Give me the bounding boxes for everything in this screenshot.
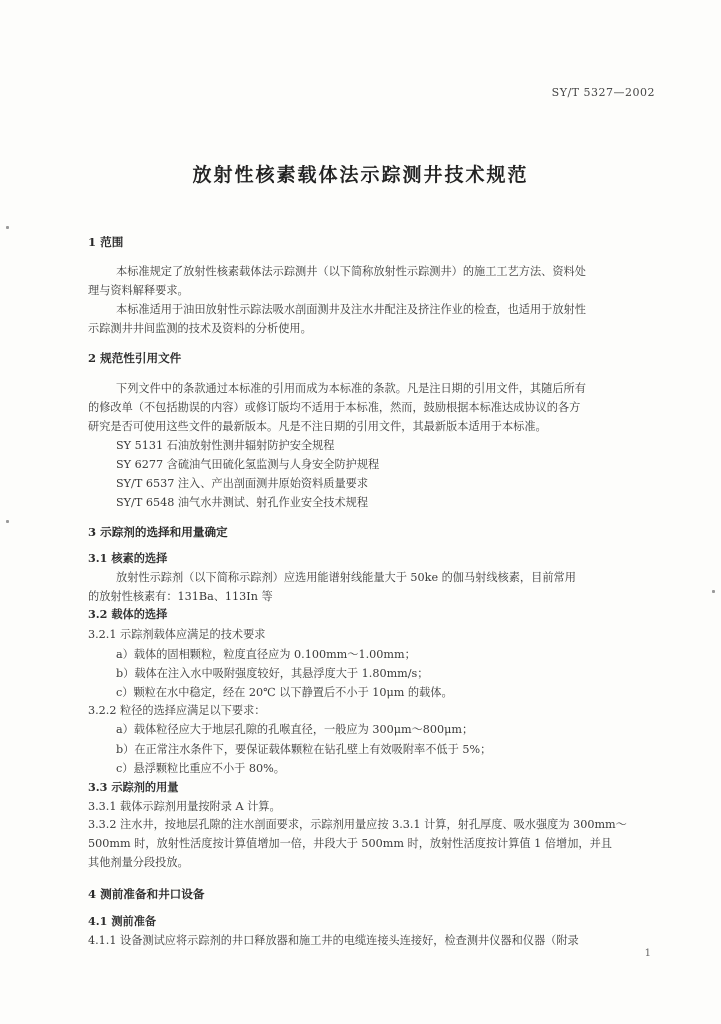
text-line-l22: c）颗粒在水中稳定，经在 20℃ 以下静置后不小于 10μm 的载体。 bbox=[116, 686, 453, 699]
text-line-l15: 3.1 核素的选择 bbox=[88, 551, 168, 565]
text-line-l28: 3.3.1 载体示踪剂用量按附录 A 计算。 bbox=[88, 800, 281, 813]
text-line-l02: 本标准规定了放射性核素载体法示踪测井（以下简称放射性示踪测井）的施工工艺方法、资料处 bbox=[116, 265, 586, 278]
document-title: 放射性核素载体法示踪测井技术规范 bbox=[192, 164, 529, 186]
text-line-l16: 放射性示踪剂（以下简称示踪剂）应选用能谱射线能量大于 50ke 的伽马射线核素，目前常用 bbox=[116, 571, 576, 584]
text-line-l03: 理与资料解释要求。 bbox=[88, 284, 189, 297]
text-line-l27: 3.3 示踪剂的用量 bbox=[88, 780, 179, 794]
text-line-l11: SY 6277 含硫油气田硫化氢监测与人身安全防护规程 bbox=[116, 458, 380, 471]
text-line-l24: a）载体粒径应大于地层孔隙的孔喉直径，一般应为 300μm～800μm； bbox=[116, 723, 474, 736]
text-line-l17: 的放射性核素有：131Ba、113In 等 bbox=[88, 590, 273, 603]
scan-mark bbox=[712, 590, 715, 593]
text-line-l30: 500mm 时，放射性活度按计算值增加一倍，井段大于 500mm 时，放射性活度按计算值 1 倍增加，并且 bbox=[88, 837, 612, 850]
text-line-l34: 4.1.1 设备测试应将示踪剂的井口释放器和施工井的电缆连接头连接好，检查测井仪器和仪器（附录 bbox=[88, 934, 579, 947]
text-line-l09: 研究是否可使用这些文件的最新版本。凡是不注日期的引用文件，其最新版本适用于本标准。 bbox=[88, 420, 547, 433]
text-line-l20: a）载体的固相颗粒，粒度直径应为 0.100mm～1.00mm； bbox=[116, 648, 416, 661]
scan-mark bbox=[6, 520, 9, 523]
text-line-l21: b）载体在注入水中吸附强度较好，其悬浮度大于 1.80mm/s； bbox=[116, 667, 429, 680]
standard-code: SY/T 5327—2002 bbox=[551, 86, 655, 99]
text-line-l19: 3.2.1 示踪剂载体应满足的技术要求 bbox=[88, 628, 266, 641]
text-line-l04: 本标准适用于油田放射性示踪法吸水剖面测井及注水井配注及挤注作业的检查，也适用于放射性 bbox=[116, 303, 586, 316]
text-line-l33: 4.1 测前准备 bbox=[88, 914, 157, 928]
text-line-l26: c）悬浮颗粒比重应不小于 80%。 bbox=[116, 762, 285, 775]
scan-mark bbox=[6, 226, 9, 229]
text-line-l08: 的修改单（不包括勘误的内容）或修订版均不适用于本标准，然而，鼓励根据本标准达成协议的各方 bbox=[88, 401, 581, 414]
text-line-l01: 1 范围 bbox=[88, 235, 124, 249]
text-line-l13: SY/T 6548 油气水井测试、射孔作业安全技术规程 bbox=[116, 496, 369, 509]
text-line-l05: 示踪测井井间监测的技术及资料的分析使用。 bbox=[88, 322, 312, 335]
text-line-l07: 下列文件中的条款通过本标准的引用而成为本标准的条款。凡是注日期的引用文件，其随后所有 bbox=[116, 382, 586, 395]
text-line-l25: b）在正常注水条件下，要保证载体颗粒在钻孔壁上有效吸附率不低于 5%； bbox=[116, 743, 492, 756]
text-line-l32: 4 测前准备和井口设备 bbox=[88, 887, 205, 901]
text-line-l06: 2 规范性引用文件 bbox=[88, 351, 182, 365]
text-line-l10: SY 5131 石油放射性测井辐射防护安全规程 bbox=[116, 439, 335, 452]
text-line-l18: 3.2 载体的选择 bbox=[88, 607, 168, 621]
text-line-l12: SY/T 6537 注入、产出剖面测井原始资料质量要求 bbox=[116, 477, 369, 490]
text-line-l29: 3.3.2 注水井，按地层孔隙的注水剖面要求，示踪剂用量应按 3.3.1 计算，射孔厚度、吸水强度为 300mm～ bbox=[88, 818, 627, 831]
text-line-l23: 3.2.2 粒径的选择应满足以下要求： bbox=[88, 704, 266, 717]
text-line-l31: 其他剂量分段投放。 bbox=[88, 856, 189, 869]
page-number: 1 bbox=[644, 948, 651, 959]
text-line-l14: 3 示踪剂的选择和用量确定 bbox=[88, 525, 228, 539]
